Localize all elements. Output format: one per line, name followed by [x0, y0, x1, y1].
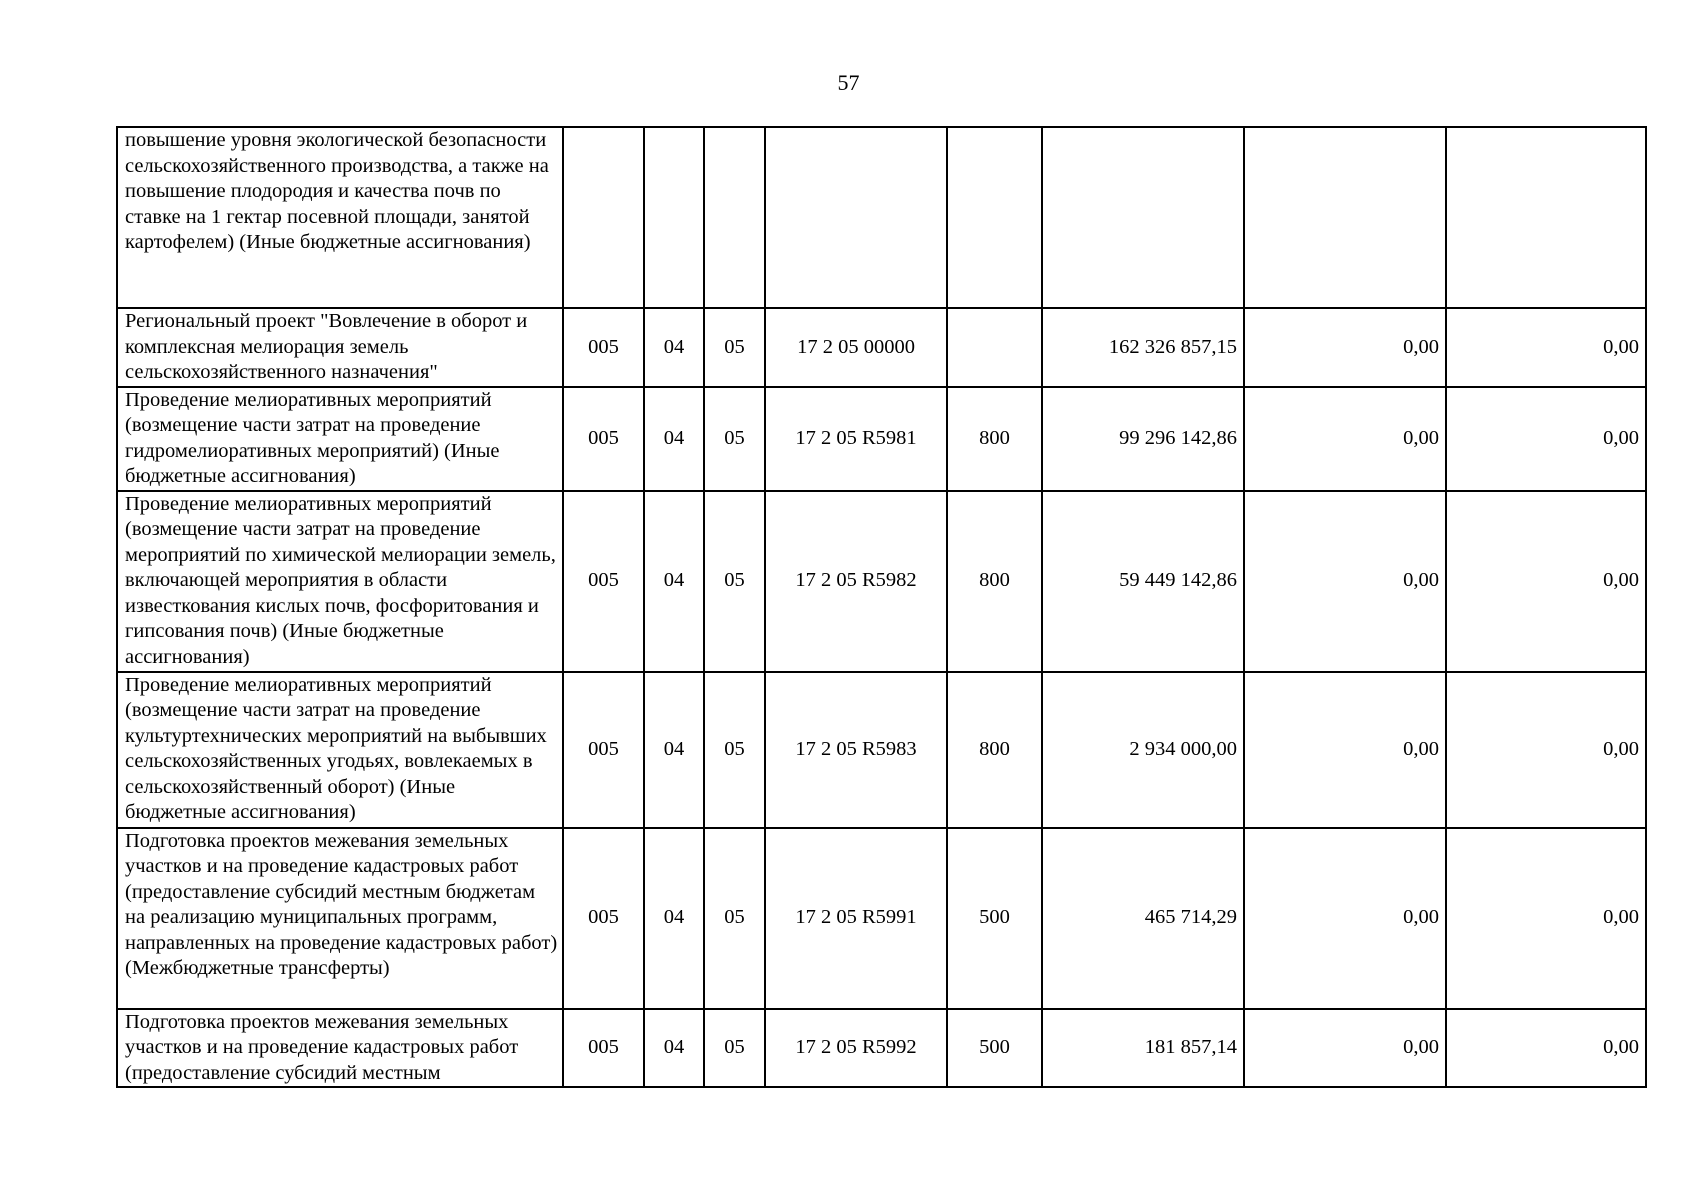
amount-2: 0,00 [1244, 491, 1446, 672]
subsection-code: 05 [704, 491, 765, 672]
amount-2: 0,00 [1244, 672, 1446, 828]
amount-1: 2 934 000,00 [1042, 672, 1244, 828]
budget-table [116, 126, 1647, 1088]
expense-type: 500 [947, 828, 1042, 1009]
amount-2: 0,00 [1244, 828, 1446, 1009]
section-code: 04 [644, 672, 704, 828]
subsection-code: 05 [704, 828, 765, 1009]
amount-2: 0,00 [1244, 387, 1446, 491]
subsection-code [704, 127, 765, 308]
amount-1: 181 857,14 [1042, 1009, 1244, 1088]
target-article: 17 2 05 R5991 [765, 828, 947, 1009]
amount-2: 0,00 [1244, 1009, 1446, 1088]
target-article: 17 2 05 R5992 [765, 1009, 947, 1088]
amount-3: 0,00 [1446, 387, 1646, 491]
table-row [117, 672, 1646, 828]
subsection-code: 05 [704, 672, 765, 828]
row-name: Региональный проект "Вовлечение в оборот и комплексная мелиорация земель сельскохозяйственного назначения" [117, 308, 563, 387]
row-name: Проведение мелиоративных мероприятий (возмещение части затрат на проведение гидромелиоративных мероприятий) (Иные бюджетные ассигнования) [117, 387, 563, 491]
amount-2 [1244, 127, 1446, 308]
amount-1: 162 326 857,15 [1042, 308, 1244, 387]
row-name: повышение уровня экологической безопасности сельскохозяйственного производства, а также на повышение плодородия и качества почв по ставке на 1 гектар посевной площади, занятой картофелем) (Иные бюджетные ассигнования) [117, 127, 563, 308]
expense-type [947, 308, 1042, 387]
ministry-code [563, 127, 644, 308]
amount-3: 0,00 [1446, 828, 1646, 1009]
amount-3: 0,00 [1446, 491, 1646, 672]
amount-1 [1042, 127, 1244, 308]
ministry-code: 005 [563, 387, 644, 491]
amount-3: 0,00 [1446, 1009, 1646, 1088]
section-code [644, 127, 704, 308]
target-article: 17 2 05 00000 [765, 308, 947, 387]
row-name: Подготовка проектов межевания земельных участков и на проведение кадастровых работ (предоставление субсидий местным бюджетам на реализацию муниципальных программ, направленных на проведение кадастровых работ) (Межбюджетные трансферты) [117, 828, 563, 1009]
section-code: 04 [644, 387, 704, 491]
target-article: 17 2 05 R5982 [765, 491, 947, 672]
expense-type: 500 [947, 1009, 1042, 1088]
row-name: Подготовка проектов межевания земельных участков и на проведение кадастровых работ (предоставление субсидий местным [117, 1009, 563, 1088]
table-row [117, 127, 1646, 308]
section-code: 04 [644, 828, 704, 1009]
row-name: Проведение мелиоративных мероприятий (возмещение части затрат на проведение культуртехнических мероприятий на выбывших сельскохозяйственных угодьях, вовлекаемых в сельскохозяйственный оборот) (Иные бюджетные ассигнования) [117, 672, 563, 828]
page-number: 57 [837, 70, 860, 95]
table-row [117, 308, 1646, 387]
amount-1: 99 296 142,86 [1042, 387, 1244, 491]
target-article [765, 127, 947, 308]
table-row [117, 1009, 1646, 1088]
ministry-code: 005 [563, 828, 644, 1009]
section-code: 04 [644, 308, 704, 387]
row-name: Проведение мелиоративных мероприятий (возмещение части затрат на проведение мероприятий по химической мелиорации земель, включающей мероприятия в области известкования кислых почв, фосфоритования и гипсования почв) (Иные бюджетные ассигнования) [117, 491, 563, 672]
subsection-code: 05 [704, 1009, 765, 1088]
amount-2: 0,00 [1244, 308, 1446, 387]
expense-type [947, 127, 1042, 308]
subsection-code: 05 [704, 387, 765, 491]
subsection-code: 05 [704, 308, 765, 387]
expense-type: 800 [947, 387, 1042, 491]
ministry-code: 005 [563, 1009, 644, 1088]
ministry-code: 005 [563, 308, 644, 387]
table-row [117, 387, 1646, 491]
amount-3 [1446, 127, 1646, 308]
amount-3: 0,00 [1446, 672, 1646, 828]
expense-type: 800 [947, 672, 1042, 828]
target-article: 17 2 05 R5981 [765, 387, 947, 491]
amount-3: 0,00 [1446, 308, 1646, 387]
ministry-code: 005 [563, 672, 644, 828]
section-code: 04 [644, 1009, 704, 1088]
section-code: 04 [644, 491, 704, 672]
amount-1: 59 449 142,86 [1042, 491, 1244, 672]
target-article: 17 2 05 R5983 [765, 672, 947, 828]
table-row [117, 828, 1646, 1009]
table-row [117, 491, 1646, 672]
expense-type: 800 [947, 491, 1042, 672]
ministry-code: 005 [563, 491, 644, 672]
amount-1: 465 714,29 [1042, 828, 1244, 1009]
